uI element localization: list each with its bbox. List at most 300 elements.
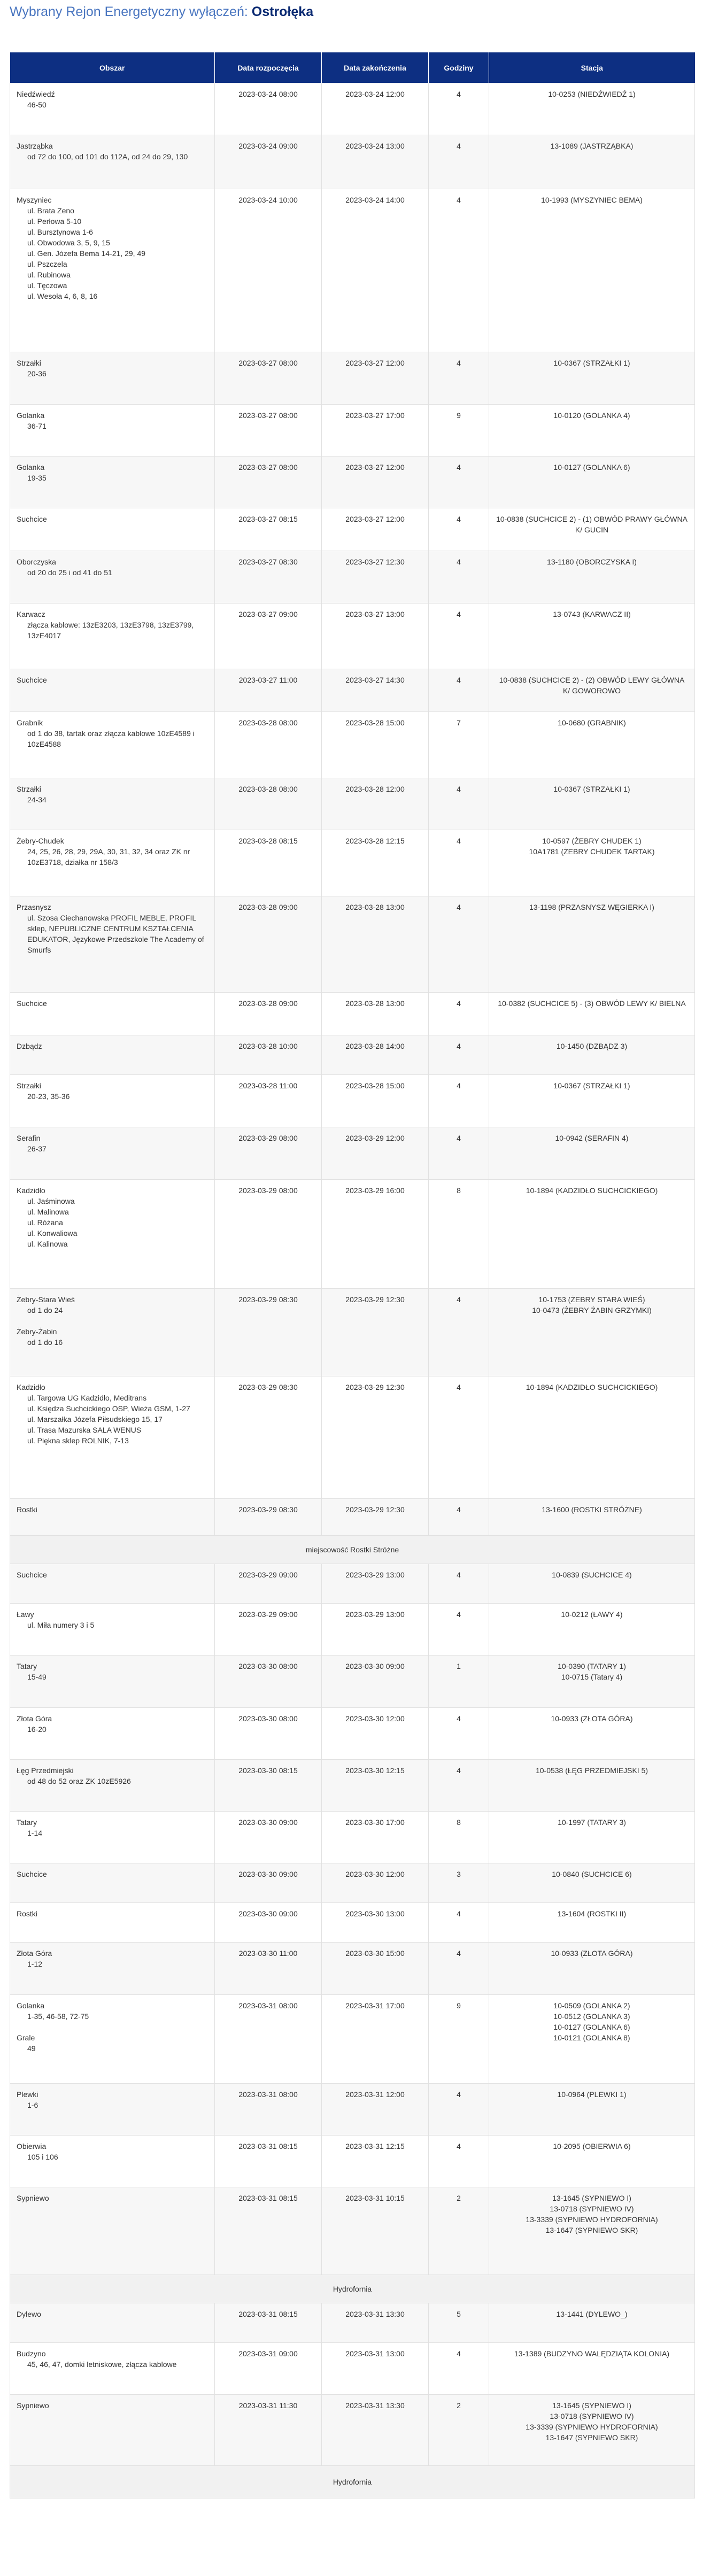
station-line: 10-1894 (KADZIDŁO SUCHCICKIEGO)	[526, 1186, 658, 1195]
cell-end-date: 2023-03-31 12:15	[322, 2136, 429, 2187]
cell-hours: 4	[429, 457, 489, 508]
cell-end-date: 2023-03-28 15:00	[322, 712, 429, 778]
cell-end-date: 2023-03-27 14:30	[322, 669, 429, 712]
cell-station	[489, 1180, 695, 1289]
column-header-area[interactable]: Obszar	[10, 52, 215, 83]
cell-station	[489, 551, 695, 604]
table-row	[10, 1180, 695, 1289]
page-title-prefix: Wybrany Rejon Energetyczny wyłączeń:	[10, 4, 248, 19]
area-name: Suchcice	[17, 1571, 47, 1579]
cell-end-date: 2023-03-24 13:00	[322, 135, 429, 189]
area-name: Żebry-Żabin	[17, 1327, 57, 1336]
cell-hours: 9	[429, 405, 489, 457]
cell-hours: 4	[429, 189, 489, 352]
cell-start-date: 2023-03-27 08:15	[215, 508, 322, 551]
table-row	[10, 1289, 695, 1376]
cell-start-date: 2023-03-27 08:00	[215, 405, 322, 457]
cell-end-date: 2023-03-28 15:00	[322, 1075, 429, 1127]
cell-area	[10, 1943, 215, 1995]
cell-area	[10, 604, 215, 669]
cell-station	[489, 669, 695, 712]
area-name: Jastrząbka	[17, 142, 53, 150]
cell-area	[10, 712, 215, 778]
cell-end-date: 2023-03-28 12:00	[322, 778, 429, 830]
cell-start-date: 2023-03-29 08:30	[215, 1289, 322, 1376]
table-row	[10, 2395, 695, 2466]
table-row	[10, 604, 695, 669]
cell-area	[10, 1564, 215, 1604]
station-line: 10-1450 (DZBĄDZ 3)	[556, 1042, 628, 1050]
station-line: 10-0933 (ZŁOTA GÓRA)	[551, 1714, 633, 1723]
area-name: Kadzidło	[17, 1186, 45, 1195]
cell-hours: 4	[429, 1564, 489, 1604]
cell-end-date: 2023-03-28 14:00	[322, 1035, 429, 1075]
cell-area	[10, 778, 215, 830]
station-line: 10-0121 (GOLANKA 8)	[553, 2033, 630, 2042]
area-name: Strzałki	[17, 359, 41, 367]
cell-hours: 2	[429, 2187, 489, 2275]
area-detail: ul. Trasa Mazurska SALA WENUS	[27, 1426, 142, 1434]
table-row	[10, 669, 695, 712]
area-name: Dzbądz	[17, 1042, 42, 1050]
cell-area	[10, 2084, 215, 2136]
station-line: 10-2095 (OBIERWIA 6)	[553, 2142, 631, 2150]
cell-hours: 4	[429, 1903, 489, 1943]
cell-area	[10, 508, 215, 551]
cell-station	[489, 2187, 695, 2275]
area-detail: ul. Rubinowa	[27, 270, 71, 279]
area-name: Suchcice	[17, 515, 47, 523]
area-detail: od 48 do 52 oraz ZK 10zE5926	[27, 1777, 131, 1785]
cell-station	[489, 508, 695, 551]
station-line: 10-0680 (GRABNIK)	[558, 718, 626, 727]
station-line: 10-1753 (ŻEBRY STARA WIEŚ)	[538, 1295, 645, 1304]
station-line: 10-0597 (ŻEBRY CHUDEK 1)	[542, 837, 642, 845]
table-row	[10, 1604, 695, 1656]
cell-station	[489, 604, 695, 669]
station-line: 10-0840 (SUCHCICE 6)	[552, 1870, 632, 1878]
area-detail: 19-35	[27, 474, 47, 482]
cell-hours: 1	[429, 1656, 489, 1708]
column-header-hours[interactable]: Godziny	[429, 52, 489, 83]
station-line: 13-1600 (ROSTKI STRÓŻNE)	[542, 1505, 642, 1514]
cell-end-date: 2023-03-27 12:00	[322, 352, 429, 405]
station-line: 10-0512 (GOLANKA 3)	[553, 2012, 630, 2021]
station-line: 10-1993 (MYSZYNIEC BEMA)	[541, 196, 643, 204]
cell-end-date: 2023-03-30 12:00	[322, 1708, 429, 1760]
cell-end-date: 2023-03-29 12:30	[322, 1289, 429, 1376]
cell-hours: 4	[429, 352, 489, 405]
cell-station	[489, 1708, 695, 1760]
station-line: 10-0382 (SUCHCICE 5) - (3) OBWÓD LEWY K/ BIELNA	[498, 999, 686, 1008]
cell-area	[10, 1812, 215, 1863]
table-row	[10, 1075, 695, 1127]
station-line: 13-1441 (DYLEWO_)	[556, 2310, 628, 2318]
cell-area	[10, 1863, 215, 1903]
cell-start-date: 2023-03-29 08:30	[215, 1376, 322, 1499]
column-header-end[interactable]: Data zakończenia	[322, 52, 429, 83]
cell-station	[489, 1760, 695, 1812]
area-detail: ul. Księdza Suchcickiego OSP, Wieża GSM, 1-27	[27, 1404, 190, 1413]
cell-start-date: 2023-03-28 09:00	[215, 896, 322, 993]
table-note-row	[10, 2466, 695, 2498]
cell-start-date: 2023-03-28 10:00	[215, 1035, 322, 1075]
cell-end-date: 2023-03-24 14:00	[322, 189, 429, 352]
cell-start-date: 2023-03-27 11:00	[215, 669, 322, 712]
area-name: Złota Góra	[17, 1949, 52, 1958]
area-detail: 26-37	[27, 1144, 47, 1153]
station-line: 13-1198 (PRZASNYSZ WĘGIERKA I)	[529, 903, 654, 911]
cell-hours: 4	[429, 830, 489, 896]
cell-start-date: 2023-03-31 08:15	[215, 2136, 322, 2187]
area-name: Ławy	[17, 1610, 34, 1619]
cell-station	[489, 1499, 695, 1536]
cell-start-date: 2023-03-30 09:00	[215, 1812, 322, 1863]
cell-station	[489, 2303, 695, 2343]
area-name: Tatary	[17, 1818, 37, 1827]
column-header-station[interactable]: Stacja	[489, 52, 695, 83]
cell-end-date: 2023-03-30 13:00	[322, 1903, 429, 1943]
cell-start-date: 2023-03-27 09:00	[215, 604, 322, 669]
area-name: Obierwia	[17, 2142, 47, 2150]
cell-area	[10, 2136, 215, 2187]
area-detail: 1-14	[27, 1829, 43, 1837]
cell-hours: 4	[429, 896, 489, 993]
station-line: 13-0718 (SYPNIEWO IV)	[550, 2204, 634, 2213]
cell-station	[489, 2084, 695, 2136]
region-name: Ostrołęka	[251, 4, 314, 19]
cell-start-date: 2023-03-31 08:15	[215, 2303, 322, 2343]
cell-start-date: 2023-03-24 10:00	[215, 189, 322, 352]
cell-station	[489, 2343, 695, 2395]
area-name: Rostki	[17, 1909, 37, 1918]
area-name: Złota Góra	[17, 1714, 52, 1723]
cell-start-date: 2023-03-29 08:00	[215, 1127, 322, 1180]
station-line: 10-0839 (SUCHCICE 4)	[552, 1571, 632, 1579]
outages-table	[10, 52, 695, 2498]
area-detail: od 1 do 38, tartak oraz złącza kablowe 10zE4589 i 10zE4588	[27, 729, 195, 748]
station-line: 10-0367 (STRZAŁKI 1)	[553, 785, 630, 793]
area-name: Łęg Przedmiejski	[17, 1766, 74, 1775]
table-row	[10, 2084, 695, 2136]
cell-end-date: 2023-03-31 12:00	[322, 2084, 429, 2136]
area-name: Tatary	[17, 1662, 37, 1670]
cell-area	[10, 135, 215, 189]
station-line: 10-0367 (STRZAŁKI 1)	[553, 359, 630, 367]
table-row	[10, 1903, 695, 1943]
cell-station	[489, 1564, 695, 1604]
cell-station	[489, 1127, 695, 1180]
cell-area	[10, 2395, 215, 2466]
station-line: 13-0718 (SYPNIEWO IV)	[550, 2412, 634, 2420]
station-line: 10-0509 (GOLANKA 2)	[553, 2001, 630, 2010]
area-detail: 1-12	[27, 1960, 43, 1968]
cell-area	[10, 1760, 215, 1812]
area-detail: 49	[27, 2044, 36, 2053]
cell-station	[489, 1863, 695, 1903]
cell-hours: 4	[429, 1760, 489, 1812]
area-detail: ul. Gen. Józefa Bema 14-21, 29, 49	[27, 249, 146, 258]
table-row	[10, 551, 695, 604]
cell-station	[489, 405, 695, 457]
area-detail: 16-20	[27, 1725, 47, 1734]
cell-station	[489, 1075, 695, 1127]
cell-hours: 4	[429, 778, 489, 830]
cell-start-date: 2023-03-31 08:00	[215, 1995, 322, 2084]
table-row	[10, 2303, 695, 2343]
area-name: Karwacz	[17, 610, 45, 618]
area-detail: ul. Perłowa 5-10	[27, 217, 82, 226]
station-line: 10-0942 (SERAFIN 4)	[555, 1134, 629, 1142]
table-row	[10, 1127, 695, 1180]
cell-station	[489, 993, 695, 1035]
area-detail: ul. Pszczela	[27, 260, 67, 268]
cell-end-date: 2023-03-31 13:30	[322, 2303, 429, 2343]
cell-station	[489, 1604, 695, 1656]
cell-area	[10, 1075, 215, 1127]
cell-end-date: 2023-03-24 12:00	[322, 83, 429, 135]
station-line: 10-0253 (NIEDŹWIEDŹ 1)	[548, 90, 636, 98]
area-detail: 24, 25, 26, 28, 29, 29A, 30, 31, 32, 34 oraz ZK nr 10zE3718, działka nr 158/3	[27, 847, 190, 867]
cell-area	[10, 83, 215, 135]
area-detail: ul. Brata Zeno	[27, 206, 74, 215]
cell-hours: 4	[429, 2084, 489, 2136]
cell-end-date: 2023-03-31 10:15	[322, 2187, 429, 2275]
table-row	[10, 1995, 695, 2084]
area-detail: ul. Tęczowa	[27, 281, 67, 290]
note-text: Hydrofornia	[10, 2466, 695, 2498]
station-line: 13-3339 (SYPNIEWO HYDROFORNIA)	[526, 2215, 658, 2224]
cell-start-date: 2023-03-27 08:30	[215, 551, 322, 604]
area-name: Grale	[17, 2033, 35, 2042]
area-name: Strzałki	[17, 1081, 41, 1090]
cell-area	[10, 896, 215, 993]
cell-start-date: 2023-03-28 08:15	[215, 830, 322, 896]
cell-end-date: 2023-03-29 12:00	[322, 1127, 429, 1180]
cell-end-date: 2023-03-30 17:00	[322, 1812, 429, 1863]
station-line: 10-0838 (SUCHCICE 2) - (1) OBWÓD PRAWY GŁÓWNA K/ GUCIN	[496, 515, 687, 534]
cell-start-date: 2023-03-30 08:00	[215, 1656, 322, 1708]
cell-hours: 4	[429, 1499, 489, 1536]
cell-end-date: 2023-03-31 17:00	[322, 1995, 429, 2084]
cell-station	[489, 189, 695, 352]
table-note-row	[10, 2275, 695, 2303]
column-header-start[interactable]: Data rozpoczęcia	[215, 52, 322, 83]
area-name: Dylewo	[17, 2310, 41, 2318]
table-row	[10, 1035, 695, 1075]
cell-end-date: 2023-03-30 09:00	[322, 1656, 429, 1708]
cell-station	[489, 830, 695, 896]
table-row	[10, 457, 695, 508]
area-detail: ul. Konwaliowa	[27, 1229, 78, 1237]
cell-station	[489, 1995, 695, 2084]
table-row	[10, 405, 695, 457]
cell-hours: 4	[429, 1127, 489, 1180]
cell-hours: 9	[429, 1995, 489, 2084]
area-detail: od 1 do 24	[27, 1306, 63, 1314]
station-line: 13-1647 (SYPNIEWO SKR)	[545, 2433, 638, 2442]
cell-area	[10, 1376, 215, 1499]
area-detail: ul. Piękna sklep ROLNIK, 7-13	[27, 1436, 129, 1445]
cell-start-date: 2023-03-29 08:30	[215, 1499, 322, 1536]
cell-station	[489, 83, 695, 135]
cell-area	[10, 669, 215, 712]
table-row	[10, 2187, 695, 2275]
cell-station	[489, 1035, 695, 1075]
station-line: 10-0838 (SUCHCICE 2) - (2) OBWÓD LEWY GŁÓWNA K/ GOWOROWO	[499, 676, 685, 695]
cell-hours: 4	[429, 1075, 489, 1127]
station-line: 13-0743 (KARWACZ II)	[553, 610, 631, 618]
cell-area	[10, 1604, 215, 1656]
area-detail: 1-35, 46-58, 72-75	[27, 2012, 89, 2021]
area-detail: 20-36	[27, 369, 47, 378]
area-name: Sypniewo	[17, 2401, 49, 2410]
area-detail: ul. Miła numery 3 i 5	[27, 1621, 95, 1629]
area-name: Golanka	[17, 2001, 45, 2010]
table-row	[10, 830, 695, 896]
cell-hours: 4	[429, 1376, 489, 1499]
station-line: 10A1781 (ŻEBRY CHUDEK TARTAK)	[529, 847, 655, 856]
area-name: Strzałki	[17, 785, 41, 793]
cell-area	[10, 1995, 215, 2084]
cell-start-date: 2023-03-24 09:00	[215, 135, 322, 189]
station-line: 10-0473 (ŻEBRY ŻABIN GRZYMKI)	[532, 1306, 652, 1314]
area-detail: od 72 do 100, od 101 do 112A, od 24 do 29, 130	[27, 152, 188, 161]
cell-area	[10, 1656, 215, 1708]
station-line: 10-0212 (ŁAWY 4)	[561, 1610, 623, 1619]
table-row	[10, 1943, 695, 1995]
cell-area	[10, 189, 215, 352]
table-row	[10, 896, 695, 993]
cell-area	[10, 1035, 215, 1075]
cell-hours: 4	[429, 604, 489, 669]
table-row	[10, 352, 695, 405]
area-name: Grabnik	[17, 718, 43, 727]
cell-station	[489, 1943, 695, 1995]
cell-hours: 7	[429, 712, 489, 778]
area-name: Budzyno	[17, 2349, 46, 2358]
cell-station	[489, 2395, 695, 2466]
cell-start-date: 2023-03-27 08:00	[215, 352, 322, 405]
cell-area	[10, 405, 215, 457]
cell-station	[489, 1376, 695, 1499]
area-detail: 45, 46, 47, domki letniskowe, złącza kablowe	[27, 2360, 177, 2369]
table-row	[10, 1499, 695, 1536]
area-name: Sypniewo	[17, 2194, 49, 2202]
cell-start-date: 2023-03-28 09:00	[215, 993, 322, 1035]
table-row	[10, 1376, 695, 1499]
cell-end-date: 2023-03-29 12:30	[322, 1499, 429, 1536]
station-line: 13-1389 (BUDZYNO WALĘDZIĄTA KOLONIA)	[514, 2349, 670, 2358]
cell-hours: 4	[429, 1289, 489, 1376]
cell-hours: 8	[429, 1812, 489, 1863]
cell-area	[10, 2187, 215, 2275]
cell-station	[489, 1289, 695, 1376]
cell-area	[10, 457, 215, 508]
cell-area	[10, 2303, 215, 2343]
area-detail: ul. Jaśminowa	[27, 1197, 75, 1205]
cell-start-date: 2023-03-28 11:00	[215, 1075, 322, 1127]
cell-end-date: 2023-03-28 12:15	[322, 830, 429, 896]
station-line: 13-1645 (SYPNIEWO I)	[552, 2194, 631, 2202]
cell-start-date: 2023-03-30 08:00	[215, 1708, 322, 1760]
cell-area	[10, 830, 215, 896]
station-line: 10-0120 (GOLANKA 4)	[553, 411, 630, 420]
cell-area	[10, 1708, 215, 1760]
area-name: Kadzidło	[17, 1383, 45, 1391]
cell-hours: 4	[429, 551, 489, 604]
cell-end-date: 2023-03-27 12:30	[322, 551, 429, 604]
note-text: miejscowość Rostki Stróżne	[10, 1536, 695, 1564]
table-row	[10, 1564, 695, 1604]
cell-area	[10, 1127, 215, 1180]
cell-hours: 4	[429, 83, 489, 135]
cell-end-date: 2023-03-30 12:15	[322, 1760, 429, 1812]
cell-station	[489, 778, 695, 830]
cell-hours: 4	[429, 993, 489, 1035]
cell-hours: 4	[429, 1035, 489, 1075]
cell-end-date: 2023-03-30 12:00	[322, 1863, 429, 1903]
cell-area	[10, 551, 215, 604]
table-header-row	[10, 52, 695, 83]
cell-area	[10, 1289, 215, 1376]
area-name: Przasnysz	[17, 903, 51, 911]
area-detail: ul. Targowa UG Kadzidło, Meditrans	[27, 1394, 147, 1402]
cell-station	[489, 1903, 695, 1943]
table-row	[10, 135, 695, 189]
area-detail: złącza kablowe: 13zE3203, 13zE3798, 13zE3799, 13zE4017	[27, 621, 194, 640]
area-name: Golanka	[17, 463, 45, 471]
cell-end-date: 2023-03-29 13:00	[322, 1564, 429, 1604]
cell-start-date: 2023-03-29 09:00	[215, 1564, 322, 1604]
cell-area	[10, 352, 215, 405]
cell-start-date: 2023-03-28 08:00	[215, 778, 322, 830]
cell-area	[10, 2343, 215, 2395]
table-row	[10, 1656, 695, 1708]
table-row	[10, 508, 695, 551]
station-line: 10-1997 (TATARY 3)	[558, 1818, 626, 1827]
area-detail: 46-50	[27, 100, 47, 109]
table-row	[10, 2343, 695, 2395]
area-name: Rostki	[17, 1505, 37, 1514]
table-row	[10, 1760, 695, 1812]
table-row	[10, 778, 695, 830]
station-line: 10-0127 (GOLANKA 6)	[553, 463, 630, 471]
station-line: 10-0538 (ŁĘG PRZEDMIEJSKI 5)	[535, 1766, 648, 1775]
table-row	[10, 2136, 695, 2187]
cell-hours: 4	[429, 1943, 489, 1995]
cell-hours: 4	[429, 1604, 489, 1656]
cell-end-date: 2023-03-29 12:30	[322, 1376, 429, 1499]
cell-end-date: 2023-03-29 16:00	[322, 1180, 429, 1289]
cell-end-date: 2023-03-27 12:00	[322, 457, 429, 508]
table-row	[10, 189, 695, 352]
area-detail: 20-23, 35-36	[27, 1092, 70, 1101]
cell-end-date: 2023-03-27 13:00	[322, 604, 429, 669]
area-name: Suchcice	[17, 676, 47, 684]
cell-station	[489, 1812, 695, 1863]
area-detail: 15-49	[27, 1673, 47, 1681]
table-row	[10, 712, 695, 778]
cell-start-date: 2023-03-24 08:00	[215, 83, 322, 135]
table-note-row	[10, 1536, 695, 1564]
station-line: 10-0127 (GOLANKA 6)	[553, 2023, 630, 2031]
cell-area	[10, 1903, 215, 1943]
cell-start-date: 2023-03-30 09:00	[215, 1903, 322, 1943]
cell-start-date: 2023-03-30 11:00	[215, 1943, 322, 1995]
station-line: 10-1894 (KADZIDŁO SUCHCICKIEGO)	[526, 1383, 658, 1391]
cell-end-date: 2023-03-30 15:00	[322, 1943, 429, 1995]
